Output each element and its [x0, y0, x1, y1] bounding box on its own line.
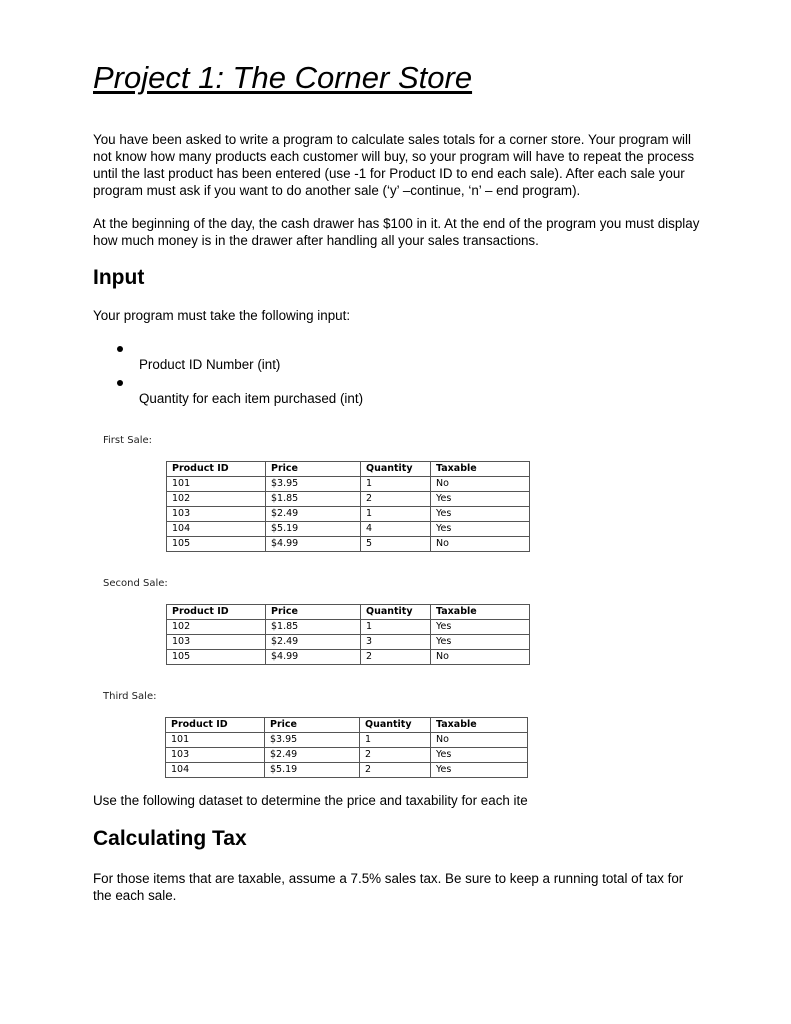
cell-price: $2.49	[266, 507, 361, 522]
header-price: Price	[266, 605, 361, 620]
header-quantity: Quantity	[361, 605, 431, 620]
table-row	[167, 477, 530, 492]
cell-taxable: No	[431, 733, 528, 748]
cell-taxable: Yes	[431, 507, 530, 522]
header-taxable: Taxable	[431, 462, 530, 477]
header-product-id: Product ID	[167, 605, 266, 620]
header-quantity: Quantity	[361, 462, 431, 477]
table-row	[166, 733, 528, 748]
cell-quantity: 4	[361, 522, 431, 537]
table-header-row	[167, 605, 530, 620]
table-row	[167, 492, 530, 507]
cell-quantity: 1	[361, 507, 431, 522]
cell-product-id: 104	[166, 763, 265, 778]
header-quantity: Quantity	[360, 718, 431, 733]
cell-product-id: 105	[167, 650, 266, 665]
intro-paragraph-1: You have been asked to write a program to calculate sales totals for a corner store. Your program will not know how many products each customer will buy, so your program will have to repeat the process until the last product has been entered (use -1 for Product ID to end each sale). After each sale your program must ask if you want to do another sale (‘y’ –continue, ‘n’ – end program).	[93, 132, 695, 198]
table-header-row	[167, 462, 530, 477]
cell-taxable: Yes	[431, 620, 530, 635]
cell-quantity: 1	[361, 620, 431, 635]
cell-price: $3.95	[266, 477, 361, 492]
second-sale-label: Second Sale:	[103, 578, 168, 589]
cell-product-id: 103	[167, 635, 266, 650]
cell-product-id: 101	[167, 477, 266, 492]
cell-taxable: Yes	[431, 763, 528, 778]
cell-product-id: 102	[167, 492, 266, 507]
header-taxable: Taxable	[431, 718, 528, 733]
bullet-icon	[117, 346, 123, 352]
first-sale-label: First Sale:	[103, 435, 152, 446]
cell-quantity: 1	[361, 477, 431, 492]
cell-product-id: 103	[166, 748, 265, 763]
cell-price: $3.95	[265, 733, 360, 748]
header-price: Price	[265, 718, 360, 733]
first-sale-table	[166, 461, 530, 552]
input-lead: Your program must take the following input:	[93, 308, 351, 323]
tax-paragraph: For those items that are taxable, assume a 7.5% sales tax. Be sure to keep a running total of tax for the each sale.	[93, 871, 684, 903]
table-row	[166, 748, 528, 763]
cell-taxable: No	[431, 537, 530, 552]
cell-taxable: Yes	[431, 635, 530, 650]
cell-taxable: Yes	[431, 522, 530, 537]
cell-price: $5.19	[265, 763, 360, 778]
bullet-icon	[117, 380, 123, 386]
bullet-quantity: Quantity for each item purchased (int)	[139, 391, 364, 406]
cell-product-id: 105	[167, 537, 266, 552]
cell-quantity: 5	[361, 537, 431, 552]
cell-quantity: 2	[361, 492, 431, 507]
table-row	[167, 537, 530, 552]
cell-product-id: 103	[167, 507, 266, 522]
third-sale-table	[165, 717, 528, 778]
header-taxable: Taxable	[431, 605, 530, 620]
input-heading: Input	[93, 266, 145, 289]
second-sale-table	[166, 604, 530, 665]
cell-price: $2.49	[266, 635, 361, 650]
table-row	[167, 522, 530, 537]
cell-price: $2.49	[265, 748, 360, 763]
cell-price: $4.99	[266, 650, 361, 665]
cell-price: $1.85	[266, 620, 361, 635]
cell-price: $1.85	[266, 492, 361, 507]
header-price: Price	[266, 462, 361, 477]
table-header-row	[166, 718, 528, 733]
dataset-note: Use the following dataset to determine the price and taxability for each ite	[93, 793, 528, 808]
third-sale-label: Third Sale:	[103, 691, 157, 702]
cell-product-id: 104	[167, 522, 266, 537]
table-row	[167, 620, 530, 635]
intro-paragraph-2: At the beginning of the day, the cash drawer has $100 in it. At the end of the program you must display how much money is in the drawer after handling all your sales transactions.	[93, 216, 700, 248]
page-title: Project 1: The Corner Store	[93, 60, 473, 95]
cell-price: $4.99	[266, 537, 361, 552]
cell-product-id: 102	[167, 620, 266, 635]
cell-taxable: Yes	[431, 492, 530, 507]
table-row	[166, 763, 528, 778]
cell-product-id: 101	[166, 733, 265, 748]
calculating-tax-heading: Calculating Tax	[93, 827, 247, 850]
cell-taxable: Yes	[431, 748, 528, 763]
cell-quantity: 2	[361, 650, 431, 665]
cell-quantity: 1	[360, 733, 431, 748]
header-product-id: Product ID	[167, 462, 266, 477]
cell-quantity: 3	[361, 635, 431, 650]
cell-taxable: No	[431, 477, 530, 492]
bullet-product-id: Product ID Number (int)	[139, 357, 281, 372]
cell-quantity: 2	[360, 748, 431, 763]
table-row	[167, 507, 530, 522]
cell-quantity: 2	[360, 763, 431, 778]
table-row	[167, 635, 530, 650]
table-row	[167, 650, 530, 665]
cell-price: $5.19	[266, 522, 361, 537]
cell-taxable: No	[431, 650, 530, 665]
header-product-id: Product ID	[166, 718, 265, 733]
